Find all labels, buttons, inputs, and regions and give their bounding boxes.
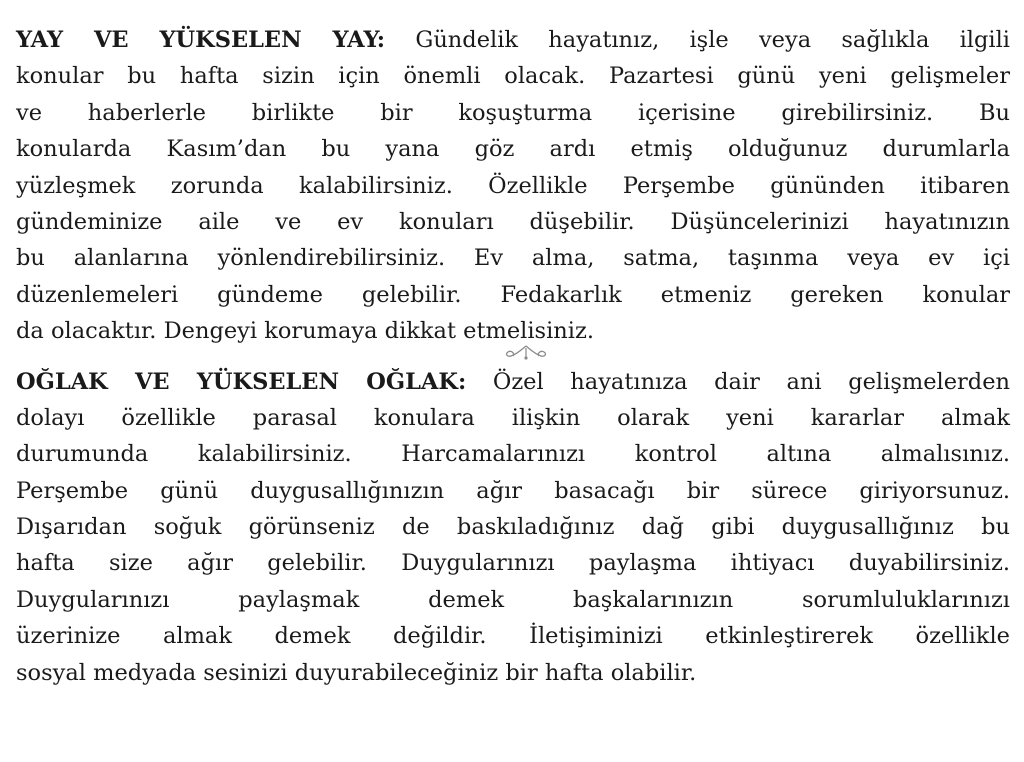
section-divider [16,344,1010,362]
text-line: durumunda kalabilirsiniz. Harcamalarınızı kontrol altına almalısınız. [16,441,1010,468]
text-line: gündeminize aile ve ev konuları düşebilir. Düşüncelerinizi hayatınızın [16,208,1010,235]
section-heading: YAY VE YÜKSELEN YAY: [16,27,386,53]
text-line: da olacaktır. Dengeyi korumaya dikkat etmelisiniz. [16,318,594,345]
text-line: YAY VE YÜKSELEN YAY: Gündelik hayatınız, işle veya sağlıkla ilgili [16,27,1010,53]
text-line: bu alanlarına yönlendirebilirsiniz. Ev alma, satma, taşınma veya ev içi [16,245,1010,272]
text-line: Perşembe günü duygusallığınızın ağır basacağı bir sürece giriyorsunuz. [16,477,1010,504]
text-line: hafta size ağır gelebilir. Duygularınızı paylaşma ihtiyacı duyabilirsiniz. [16,550,1010,577]
horoscope-section-sagittarius [16,22,1010,350]
section-heading: OĞLAK VE YÜKSELEN OĞLAK: [16,368,467,395]
text-line: ve haberlerle birlikte bir koşuşturma içerisine girebilirsiniz. Bu [16,99,1010,126]
text-line: üzerinize almak demek değildir. İletişiminizi etkinleştirerek özellikle [16,623,1010,650]
horoscope-section-capricorn [16,364,1010,692]
text-line: OĞLAK VE YÜKSELEN OĞLAK: Özel hayatınıza dair ani gelişmelerden [16,368,1011,395]
text-line: konular bu hafta sizin için önemli olacak. Pazartesi günü yeni gelişmeler [16,63,1010,90]
text-line: sosyal medyada sesinizi duyurabileceğiniz bir hafta olabilir. [16,659,697,686]
text-line: Dışarıdan soğuk görünseniz de baskıladığınız dağ gibi duygusallığınız bu [16,514,1010,541]
text-line: konularda Kasım’dan bu yana göz ardı etmiş olduğunuz durumlarla [16,136,1010,163]
text-line: düzenlemeleri gündeme gelebilir. Fedakarlık etmeniz gereken konular [16,281,1010,308]
article-page [16,22,1010,691]
ornamental-flourish-icon [371,344,681,362]
text-line: Duygularınızı paylaşmak demek başkalarınızın sorumluluklarınızı [16,586,1010,613]
text-line: yüzleşmek zorunda kalabilirsiniz. Özellikle Perşembe gününden itibaren [16,172,1010,199]
text-line: dolayı özellikle parasal konulara ilişkin olarak yeni kararlar almak [16,404,1010,431]
